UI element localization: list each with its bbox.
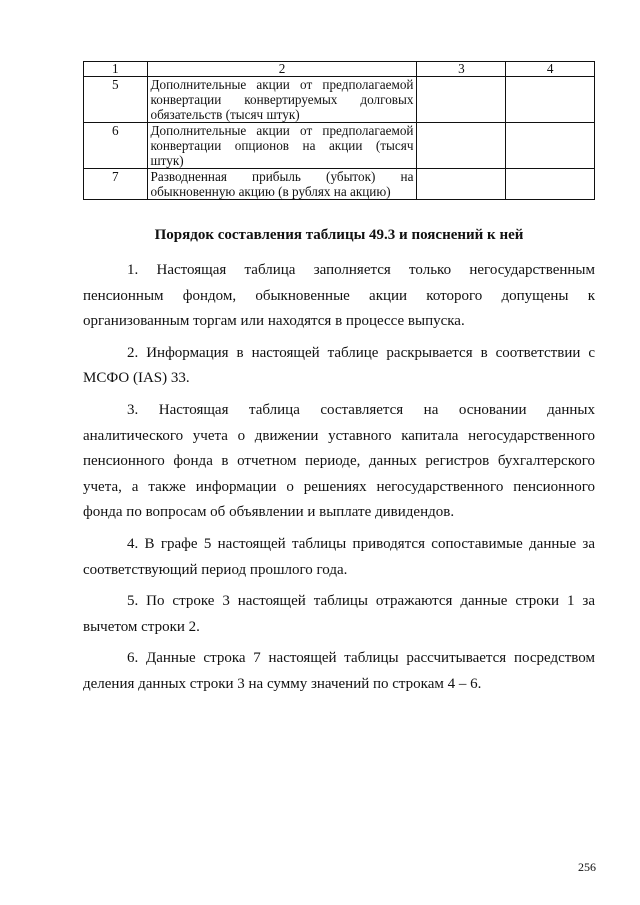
paragraph-line: учета, а также информации о решениях негосударственного пенсионного bbox=[83, 478, 595, 495]
cell-text-line: Разводненная прибыль (убыток) на bbox=[150, 169, 414, 184]
row-value-cell-col-3 bbox=[417, 169, 506, 200]
section-heading: Порядок составления таблицы 49.3 и пояснений к ней bbox=[154, 227, 524, 243]
paragraph-line: аналитического учета о движении уставного капитала негосударственного bbox=[83, 427, 595, 444]
paragraph-line: 2. Информация в настоящей таблице раскрывается в соответствии с bbox=[127, 344, 595, 361]
row-description-cell bbox=[147, 169, 417, 200]
header-cell-col-3: 3 bbox=[417, 62, 506, 77]
data-table bbox=[83, 61, 595, 200]
paragraph-1 bbox=[83, 258, 595, 335]
paragraph-line: деления данных строки 3 на сумму значений по строкам 4 – 6. bbox=[83, 675, 482, 692]
paragraph-line: 1. Настоящая таблица заполняется только негосударственным bbox=[127, 262, 595, 278]
paragraph-line: вычетом строки 2. bbox=[83, 618, 200, 635]
row-value-cell-col-4 bbox=[506, 169, 595, 200]
paragraph-4 bbox=[83, 532, 595, 583]
header-cell-col-2: 2 bbox=[147, 62, 417, 77]
paragraph-line: 4. В графе 5 настоящей таблицы приводятся сопоставимые данные за bbox=[127, 535, 595, 552]
row-number-cell: 5 bbox=[84, 77, 148, 123]
row-number-cell: 7 bbox=[84, 169, 148, 200]
cell-text-line: обыкновенную акцию (в рублях на акцию) bbox=[150, 184, 391, 199]
row-value-cell-col-4 bbox=[506, 123, 595, 169]
paragraph-line: пенсионного фонда в отчетном периоде, данных регистров бухгалтерского bbox=[83, 453, 595, 470]
header-cell-col-4: 4 bbox=[506, 62, 595, 77]
cell-text-line: Дополнительные акции от предполагаемой bbox=[150, 123, 414, 138]
cell-text-line: Дополнительные акции от предполагаемой bbox=[150, 77, 414, 92]
body-text bbox=[83, 258, 595, 698]
paragraph-line: МСФО (IAS) 33. bbox=[83, 370, 190, 387]
cell-text-line: конвертации опционов на акции (тысяч bbox=[150, 138, 414, 153]
paragraph-line: 6. Данные строка 7 настоящей таблицы рассчитывается посредством bbox=[127, 650, 595, 667]
row-value-cell-col-3 bbox=[417, 77, 506, 123]
paragraph-line: 5. По строке 3 настоящей таблицы отражаются данные строки 1 за bbox=[127, 593, 595, 610]
table-header-row bbox=[84, 62, 595, 77]
row-number-cell: 6 bbox=[84, 123, 148, 169]
table-row bbox=[84, 123, 595, 169]
paragraph-line: соответствующий период прошлого года. bbox=[83, 561, 348, 578]
row-value-cell-col-4 bbox=[506, 77, 595, 123]
row-description-cell bbox=[147, 123, 417, 169]
page-number: 256 bbox=[578, 860, 596, 874]
paragraph-3 bbox=[83, 398, 595, 526]
cell-text-line: конвертации конвертируемых долговых bbox=[150, 92, 414, 107]
cell-text-line: обязательств (тысяч штук) bbox=[150, 107, 300, 122]
row-value-cell-col-3 bbox=[417, 123, 506, 169]
header-cell-col-1: 1 bbox=[84, 62, 148, 77]
paragraph-line: пенсионным фондом, обыкновенные акции которого допущены к bbox=[83, 287, 595, 304]
paragraph-line: организованным торгам или находятся в процессе выпуска. bbox=[83, 313, 465, 330]
paragraph-6 bbox=[83, 646, 595, 697]
table-row bbox=[84, 77, 595, 123]
paragraph-2 bbox=[83, 341, 595, 392]
row-description-cell bbox=[147, 77, 417, 123]
cell-text-line: штук) bbox=[150, 153, 184, 168]
paragraph-5 bbox=[83, 589, 595, 640]
paragraph-line: фонда по вопросам об объявлении и выплате дивидендов. bbox=[83, 504, 455, 521]
table-row bbox=[84, 169, 595, 200]
paragraph-line: 3. Настоящая таблица составляется на основании данных bbox=[127, 401, 595, 418]
